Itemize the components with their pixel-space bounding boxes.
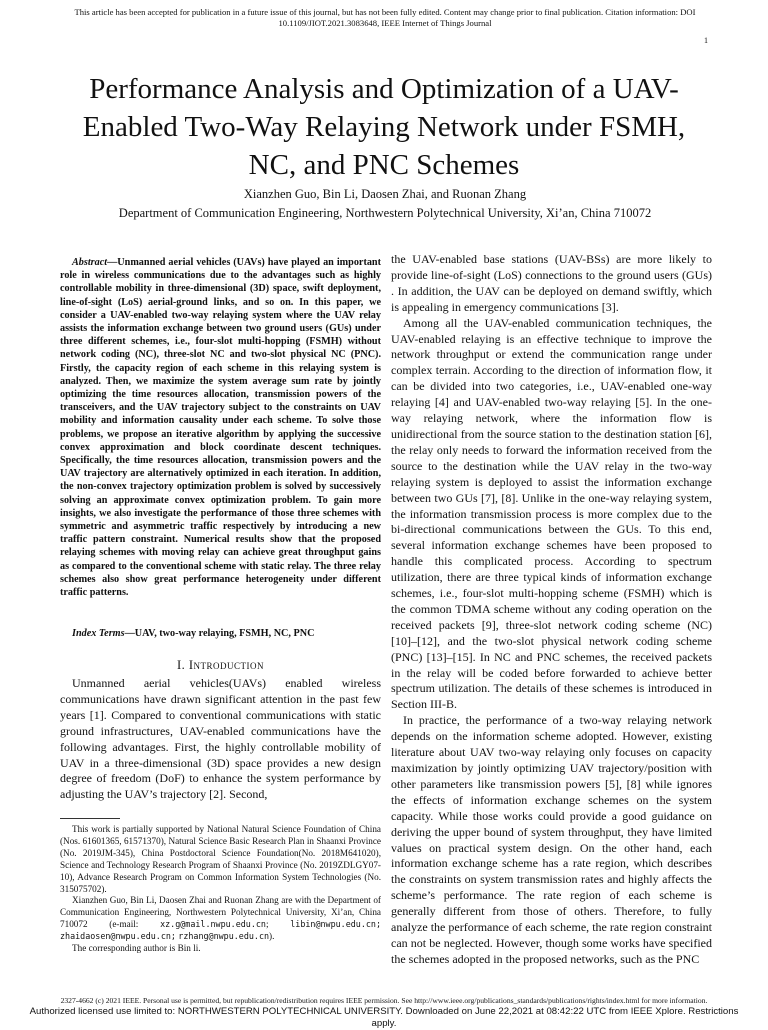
introduction-body <box>60 676 381 803</box>
paragraph: Unmanned aerial vehicles(UAVs) enabled wireless communications have drawn significant attention in the past few years [1]. Compared to conventional communications with static ground infrastructures, UAV-enabled communications have the following advantages. First, the highly controllable mobility of UAV in a three-dimensional (3D) space provides a new design degree of freedom (DoF) to enhance the system performance by adjusting the UAV’s trajectory [2]. Second, <box>60 676 381 802</box>
email-close: ). <box>269 931 275 942</box>
paragraph: Among all the UAV-enabled communication techniques, the UAV-enabled relaying is an effective technique to improve the network throughput or extend the communication range under complex terrain. According to the direction of information flow, it can be divided into two categories, i.e., UAV-enabled one-way relaying [4] and UAV-enabled two-way relaying [5]. In the one-way relaying network, where the information flow is unidirectional from the source station to the destination station [6], the relay only needs to forward the information received from the source to the destination while the UAV relay in the two-way relaying system is deployed to assist the information exchange between two GUs [7], [8]. Unlike in the one-way relaying system, the information transmission process is more complex due to the bi-directional communications between the GUs. To this end, several information exchange schemes have been proposed to handle this complicated process. According to spectrum utilization, there are three typical kinds of information exchange schemes, i.e., four-slot multi-hopping scheme (FSMH) which is the common TDMA scheme without any coding operation on the received packets [9], three-slot network coding scheme (NC) [10]–[12], and the two-slot physical network coding scheme (PNC) [13]–[15]. In NC and PNC schemes, the received packets in the relay will be coded before forwarded to achieve better spectrum utilization. The details of these schemes is introduced in Section III-B. <box>391 315 712 712</box>
email-link[interactable]: zhaidaosen@nwpu.edu.cn; <box>60 931 176 942</box>
author-contact-text: Xianzhen Guo, Bin Li, Daosen Zhai and Ruonan Zhang are with the Department of Communication Engineering, Northwestern Polytechnical University, Xi’an, China 710072 (e-mail: <box>60 895 381 930</box>
abstract <box>60 256 381 599</box>
author-contact-note: Xianzhen Guo, Bin Li, Daosen Zhai and Ruonan Zhang are with the Department of Communication Engineering, Northwestern Polytechnical University, Xi’an, China 710072 (e-mail: xz.g@mail.nwpu.edu.cn; libin@nwpu.edu.cn; zhaidaosen@nwpu.edu.cn; rzhang@nwpu.edu.cn). <box>60 895 381 942</box>
paragraph: In practice, the performance of a two-way relaying network depends on the information scheme adopted. However, existing literature about UAV two-way relaying only focuses on capacity maximization by jointly optimizing UAV trajectory/position with other parameters like transmission powers [5], [8] while ignores the effects of information exchange schemes on the system capacity. While those works could provide a good guidance on deriving the upper bound of system throughput, they have limited values on practical system design. On the other hand, each information exchange scheme has a rate region, which describes the constraints on system transmission rates and highly affects the scheme’s performance. The rate region of each scheme is generally different from those of others. Therefore, to fully analyze the performance of each scheme, the rate region constraint can not be neglected. However, though some works have specified the schemes adopted in the proposed networks, such as the PNC <box>391 713 712 966</box>
copyright-line: 2327-4662 (c) 2021 IEEE. Personal use is permitted, but republication/redistribution requires IEEE permission. See http://www.ieee.org/publications_standards/publications/rights/index.html for more information. <box>60 996 708 1005</box>
funding-note: This work is partially supported by National Natural Science Foundation of China (Nos. 61601365, 61571370), Natural Science Basic Research Plan in Shaanxi Province (No. 2019JM-345), China Postdoctoral Science Foundation(No. 2018M641020), Science and Technology Research Program of Shaanxi Province (No. 2019ZDLGY07-10), Advance Research Program on Common Information System Technologies (No. 315075702). <box>60 824 381 894</box>
abstract-label: Abstract <box>72 257 108 268</box>
index-terms <box>60 627 381 640</box>
page-number: 1 <box>704 36 708 45</box>
license-notice: Authorized licensed use limited to: NORTHWESTERN POLYTECHNICAL UNIVERSITY. Downloaded on June 22,2021 at 08:42:22 UTC from IEEE Xplore. Restrictions apply. <box>29 1006 739 1029</box>
email-link[interactable]: libin@nwpu.edu.cn; <box>290 919 381 930</box>
author-list: Xianzhen Guo, Bin Li, Daosen Zhai, and Ruonan Zhang <box>243 187 527 201</box>
section-heading-introduction: I. Introduction <box>176 658 265 672</box>
paper-title: Performance Analysis and Optimization of a UAV-Enabled Two-Way Relaying Network under FSMH, NC, and PNC Schemes <box>82 73 686 181</box>
affiliation: Department of Communication Engineering, Northwestern Polytechnical University, Xi’an, China 710072 <box>118 206 652 220</box>
publication-notice: This article has been accepted for publication in a future issue of this journal, but has not been fully edited. Content may change prior to final publication. Citation information: DOI 10.1109/JIOT.2021.3083648, IEEE Internet of Things Journal <box>74 7 696 28</box>
paragraph: the UAV-enabled base stations (UAV-BSs) are more likely to provide line-of-sight (LoS) connections to the ground users (GUs) . In addition, the UAV can be deployed on demand swiftly, which is appealing in emergency communications [3]. <box>391 252 712 314</box>
footnote <box>60 824 381 955</box>
email-link[interactable]: rzhang@nwpu.edu.cn <box>178 931 270 942</box>
corresponding-author-note: The corresponding author is Bin li. <box>72 943 201 954</box>
right-column-body <box>391 252 712 968</box>
abstract-text: —Unmanned aerial vehicles (UAVs) have played an important role in wireless communications due to the advantages such as highly controllable mobility in three-dimensional (3D) space, swift deployment, line-of-sight (LoS) aerial-ground links, and so on. In this paper, we consider a UAV-enabled two-way relaying system where the UAV relay assists the information exchange between two ground users (GUs) under three different schemes, i.e., four-slot multi-hopping (FSMH) without network coding (NC), three-slot NC and two-slot physical NC (PNC). Firstly, the capacity region of each scheme in this relaying system is analyzed. Then, we maximize the system average sum rate by jointly optimizing the time resources allocation, transmission powers of the transceivers, and the UAV trajectory subject to the constraints on UAV mobility and information causality under each scheme. To solve those problems, we propose an iterative algorithm by applying the successive convex approximation and block coordinate descent techniques. Specifically, the time resources allocation, transmission powers and the UAV trajectory are alternatively optimized in each iteration. In addition, the non-convex trajectory optimization problem is solved by successively solving an approximate convex optimization problem. To gain more insights, we also investigate the performance of those three schemes with symmetric and asymmetric traffic respectively by introducing a new traffic pattern constraint. Numerical results show that the proposed relaying schemes with moving relay can achieve great throughput gains as compared to the conventional scheme with static relay. The three relay schemes also show great performance heterogeneity under different traffic patterns. <box>60 257 381 599</box>
email-link[interactable]: xz.g@mail.nwpu.edu.cn <box>160 919 266 930</box>
index-terms-label: Index Terms <box>72 628 125 639</box>
index-terms-text: —UAV, two-way relaying, FSMH, NC, PNC <box>124 628 315 639</box>
footnote-rule <box>60 818 120 819</box>
